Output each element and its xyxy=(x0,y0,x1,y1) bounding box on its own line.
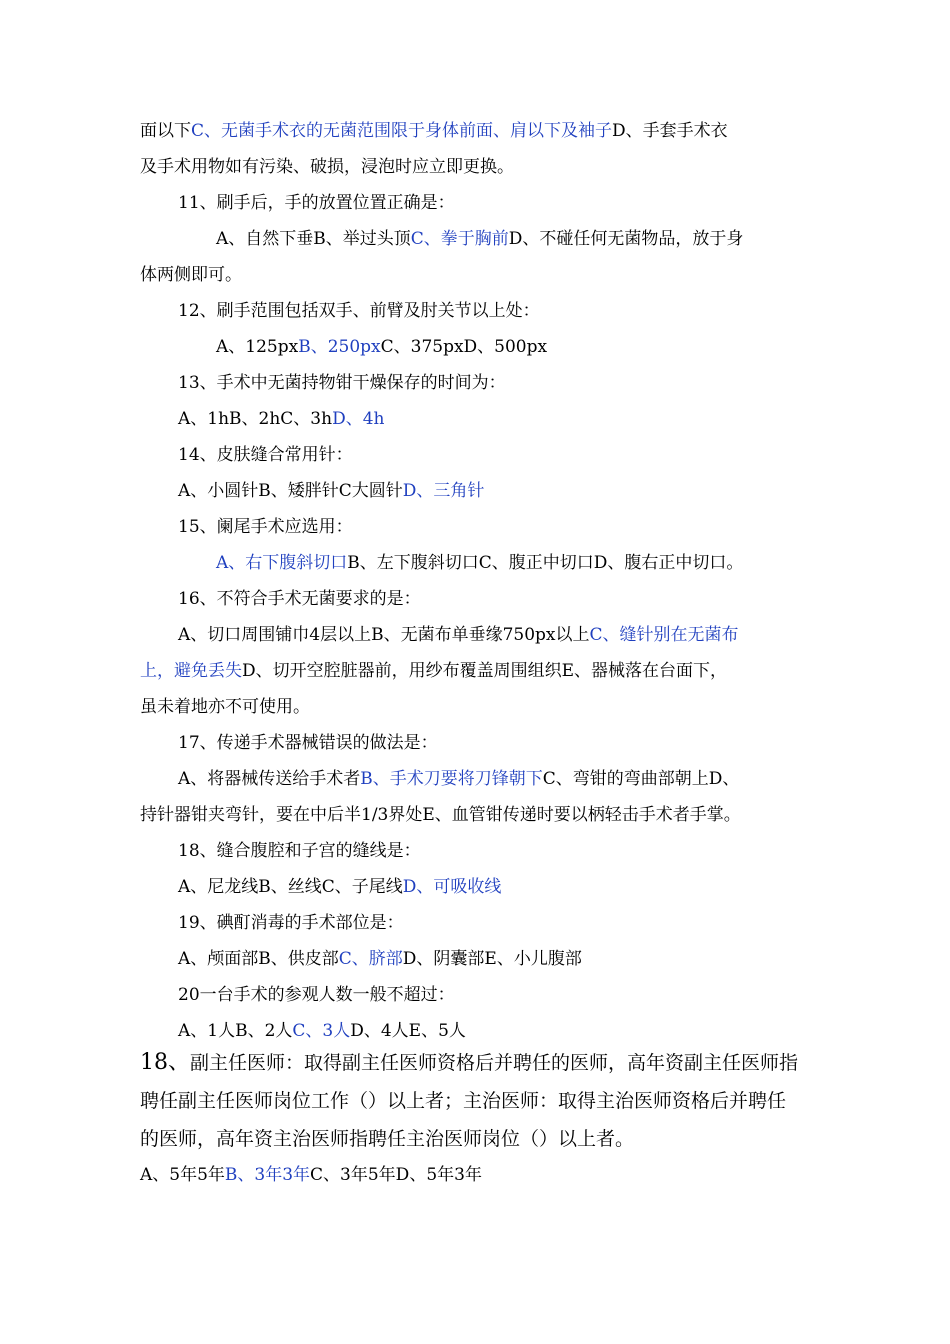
text-line xyxy=(178,984,868,1006)
text-segment: A、1hB、2hC、3h xyxy=(178,409,333,429)
text-line xyxy=(140,660,830,682)
text-line xyxy=(178,840,868,862)
answer-text: B、250px xyxy=(298,337,381,357)
text-segment: 20一台手术的参观人数一般不超过： xyxy=(178,985,455,1005)
text-segment: D、4人E、5人 xyxy=(350,1021,466,1041)
answer-text: D、4h xyxy=(332,409,385,429)
answer-text: C、无菌手术衣的无菌范围限于身体前面、肩以下及袖子 xyxy=(191,121,613,141)
text-segment: 聘任副主任医师岗位工作（）以上者；主治医师：取得主治医师资格后并聘任 xyxy=(140,1090,787,1112)
text-line xyxy=(178,948,868,970)
text-line xyxy=(178,372,868,394)
text-line xyxy=(140,1090,830,1112)
text-segment: A、切口周围铺巾4层以上B、无菌布单垂缘750px以上 xyxy=(178,625,590,645)
text-line xyxy=(178,1020,868,1042)
text-segment: D、不碰任何无菌物品，放于身 xyxy=(508,229,744,249)
text-segment: 18、缝合腹腔和子宫的缝线是： xyxy=(178,841,421,861)
text-line xyxy=(140,804,830,826)
answer-text: B、3年3年 xyxy=(224,1165,311,1185)
text-line xyxy=(178,876,868,898)
text-segment: A、1人B、2人 xyxy=(178,1021,293,1041)
text-segment: 的医师，高年资主治医师指聘任主治医师岗位（）以上者。 xyxy=(140,1128,635,1150)
text-line xyxy=(178,516,868,538)
answer-text: A、右下腹斜切口 xyxy=(216,553,348,573)
text-segment: 副主任医师：取得副主任医师资格后并聘任的医师，高年资副主任医师指 xyxy=(190,1052,799,1074)
text-segment: C、375pxD、500px xyxy=(380,337,548,357)
answer-text: C、拳于胸前 xyxy=(410,229,509,249)
text-segment: C、弯钳的弯曲部朝上D、 xyxy=(542,769,740,789)
text-segment: 及手术用物如有污染、破损，浸泡时应立即更换。 xyxy=(140,157,514,177)
answer-text: B、手术刀要将刀锋朝下 xyxy=(360,769,543,789)
text-line xyxy=(178,192,868,214)
answer-text: 上，避免丢失 xyxy=(140,661,242,681)
text-line xyxy=(140,120,830,142)
text-segment: 面以下 xyxy=(140,121,191,141)
text-segment: C、3年5年D、5年3年 xyxy=(310,1165,482,1185)
text-segment: D、切开空腔脏器前，用纱布覆盖周围组织E、器械落在台面下， xyxy=(242,661,728,681)
text-line xyxy=(178,732,868,754)
text-line xyxy=(216,552,906,574)
text-segment: 17、传递手术器械错误的做法是： xyxy=(178,733,438,753)
text-segment: 虽未着地亦不可使用。 xyxy=(140,697,310,717)
text-segment: A、将器械传送给手术者 xyxy=(178,769,361,789)
text-line xyxy=(178,480,868,502)
text-line xyxy=(178,444,868,466)
text-segment: A、尼龙线B、丝线C、子尾线 xyxy=(178,877,403,897)
text-segment: A、颅面部B、供皮部 xyxy=(178,949,339,969)
text-segment: 12、刷手范围包括双手、前臂及肘关节以上处： xyxy=(178,301,540,321)
text-line xyxy=(178,768,868,790)
text-line xyxy=(140,156,830,178)
text-line xyxy=(140,1164,830,1186)
text-segment: 体两侧即可。 xyxy=(140,265,242,285)
text-line xyxy=(178,408,868,430)
text-segment: A、自然下垂B、举过头顶 xyxy=(216,229,411,249)
text-line xyxy=(140,1128,830,1150)
text-segment: 19、碘酊消毒的手术部位是： xyxy=(178,913,404,933)
text-line xyxy=(216,336,906,358)
text-line xyxy=(178,912,868,934)
answer-text: D、可吸收线 xyxy=(402,877,502,897)
text-segment: A、5年5年 xyxy=(140,1165,225,1185)
text-segment: 15、阑尾手术应选用： xyxy=(178,517,353,537)
answer-text: D、三角针 xyxy=(402,481,485,501)
text-line xyxy=(140,696,830,718)
text-segment: B、左下腹斜切口C、腹正中切口D、腹右正中切口。 xyxy=(347,553,744,573)
text-segment: A、小圆针B、矮胖针C大圆针 xyxy=(178,481,403,501)
text-segment: 14、皮肤缝合常用针： xyxy=(178,445,353,465)
text-segment: A、125px xyxy=(216,337,299,357)
answer-text: C、3人 xyxy=(292,1021,351,1041)
text-line xyxy=(140,1052,830,1074)
text-segment: 13、手术中无菌持物钳干燥保存的时间为： xyxy=(178,373,506,393)
question-number: 18、 xyxy=(140,1050,190,1075)
text-line xyxy=(178,624,868,646)
answer-text: C、脐部 xyxy=(338,949,403,969)
text-segment: 11、刷手后，手的放置位置正确是： xyxy=(178,193,455,213)
text-line xyxy=(140,264,830,286)
text-segment: D、阴囊部E、小儿腹部 xyxy=(402,949,582,969)
text-line xyxy=(216,228,906,250)
answer-text: C、缝针别在无菌布 xyxy=(589,625,739,645)
text-segment: 16、不符合手术无菌要求的是： xyxy=(178,589,421,609)
text-line xyxy=(178,300,868,322)
text-line xyxy=(178,588,868,610)
text-segment: 持针器钳夹弯针，要在中后半1/3界处E、血管钳传递时要以柄轻击手术者手掌。 xyxy=(140,805,741,825)
text-segment: D、手套手术衣 xyxy=(612,121,728,141)
